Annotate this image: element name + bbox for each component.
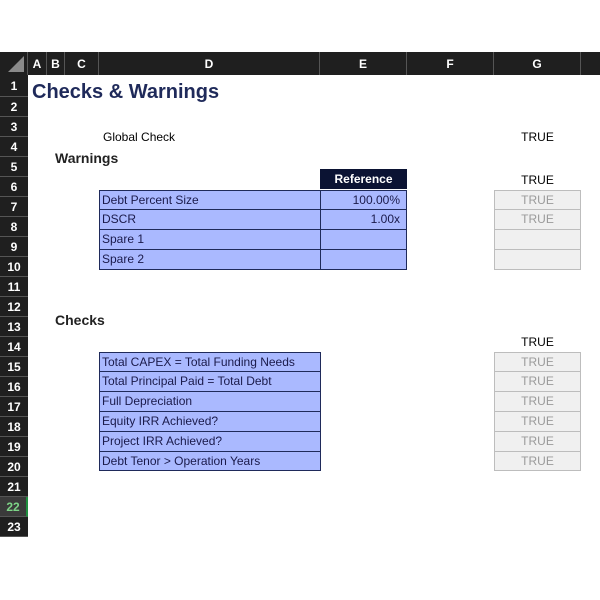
- column-header-e[interactable]: E: [320, 52, 407, 75]
- column-header-d[interactable]: D: [99, 52, 320, 75]
- warning-ref-dscr[interactable]: 1.00x: [320, 209, 407, 230]
- global-check-value[interactable]: TRUE: [521, 130, 554, 144]
- warning-ref-spare-1[interactable]: [320, 229, 407, 250]
- check-label-principal[interactable]: Total Principal Paid = Total Debt: [99, 371, 321, 392]
- row-header-23[interactable]: 23: [0, 517, 28, 537]
- check-flag-principal[interactable]: TRUE: [494, 371, 581, 392]
- row-header-17[interactable]: 17: [0, 397, 28, 417]
- column-header-c[interactable]: C: [65, 52, 99, 75]
- row-header-11[interactable]: 11: [0, 277, 28, 297]
- row-header-12[interactable]: 12: [0, 297, 28, 317]
- global-check-label[interactable]: Global Check: [103, 130, 176, 144]
- row-header-7[interactable]: 7: [0, 197, 28, 217]
- row-header-14[interactable]: 14: [0, 337, 28, 357]
- check-label-project-irr[interactable]: Project IRR Achieved?: [99, 431, 321, 452]
- check-flag-debt-tenor[interactable]: TRUE: [494, 451, 581, 471]
- row-header-15[interactable]: 15: [0, 357, 28, 377]
- row-header-10[interactable]: 10: [0, 257, 28, 277]
- row-header-21[interactable]: 21: [0, 477, 28, 497]
- check-label-debt-tenor[interactable]: Debt Tenor > Operation Years: [99, 451, 321, 471]
- row-header-4[interactable]: 4: [0, 137, 28, 157]
- warning-flag-debt-percent-size[interactable]: TRUE: [494, 190, 581, 210]
- check-flag-depreciation[interactable]: TRUE: [494, 391, 581, 412]
- warning-label-dscr[interactable]: DSCR: [99, 209, 321, 230]
- check-label-depreciation[interactable]: Full Depreciation: [99, 391, 321, 412]
- warning-label-debt-percent-size[interactable]: Debt Percent Size: [99, 190, 321, 210]
- row-header-2[interactable]: 2: [0, 97, 28, 117]
- warning-flag-dscr[interactable]: TRUE: [494, 209, 581, 230]
- check-flag-project-irr[interactable]: TRUE: [494, 431, 581, 452]
- column-header-a[interactable]: A: [28, 52, 47, 75]
- row-header-1[interactable]: 1: [0, 75, 28, 97]
- warnings-summary-value[interactable]: TRUE: [521, 173, 554, 187]
- column-header-b[interactable]: B: [47, 52, 65, 75]
- column-header-g[interactable]: G: [494, 52, 581, 75]
- check-label-capex[interactable]: Total CAPEX = Total Funding Needs: [99, 352, 321, 372]
- row-header-22-selected[interactable]: 22: [0, 497, 28, 517]
- warning-ref-debt-percent-size[interactable]: 100.00%: [320, 190, 407, 210]
- row-header-5[interactable]: 5: [0, 157, 28, 177]
- checks-heading[interactable]: Checks: [55, 312, 105, 328]
- reference-header[interactable]: Reference: [320, 169, 407, 189]
- select-all-corner[interactable]: [0, 52, 28, 75]
- warning-ref-spare-2[interactable]: [320, 249, 407, 270]
- column-header-f[interactable]: F: [407, 52, 494, 75]
- row-header-3[interactable]: 3: [0, 117, 28, 137]
- warning-label-spare-2[interactable]: Spare 2: [99, 249, 321, 270]
- row-header-9[interactable]: 9: [0, 237, 28, 257]
- row-header-6[interactable]: 6: [0, 177, 28, 197]
- checks-summary-value[interactable]: TRUE: [521, 335, 554, 349]
- warning-label-spare-1[interactable]: Spare 1: [99, 229, 321, 250]
- check-label-equity-irr[interactable]: Equity IRR Achieved?: [99, 411, 321, 432]
- sheet-title[interactable]: Checks & Warnings: [32, 81, 220, 103]
- row-header-13[interactable]: 13: [0, 317, 28, 337]
- row-header-19[interactable]: 19: [0, 437, 28, 457]
- row-header-20[interactable]: 20: [0, 457, 28, 477]
- warnings-heading[interactable]: Warnings: [55, 150, 119, 166]
- warning-flag-spare-2[interactable]: [494, 249, 581, 270]
- select-all-triangle-icon: [8, 56, 24, 72]
- column-header-h[interactable]: [581, 52, 600, 75]
- row-header-16[interactable]: 16: [0, 377, 28, 397]
- warning-flag-spare-1[interactable]: [494, 229, 581, 250]
- check-flag-equity-irr[interactable]: TRUE: [494, 411, 581, 432]
- spreadsheet-grid[interactable]: [0, 52, 600, 539]
- row-header-18[interactable]: 18: [0, 417, 28, 437]
- row-header-8[interactable]: 8: [0, 217, 28, 237]
- check-flag-capex[interactable]: TRUE: [494, 352, 581, 372]
